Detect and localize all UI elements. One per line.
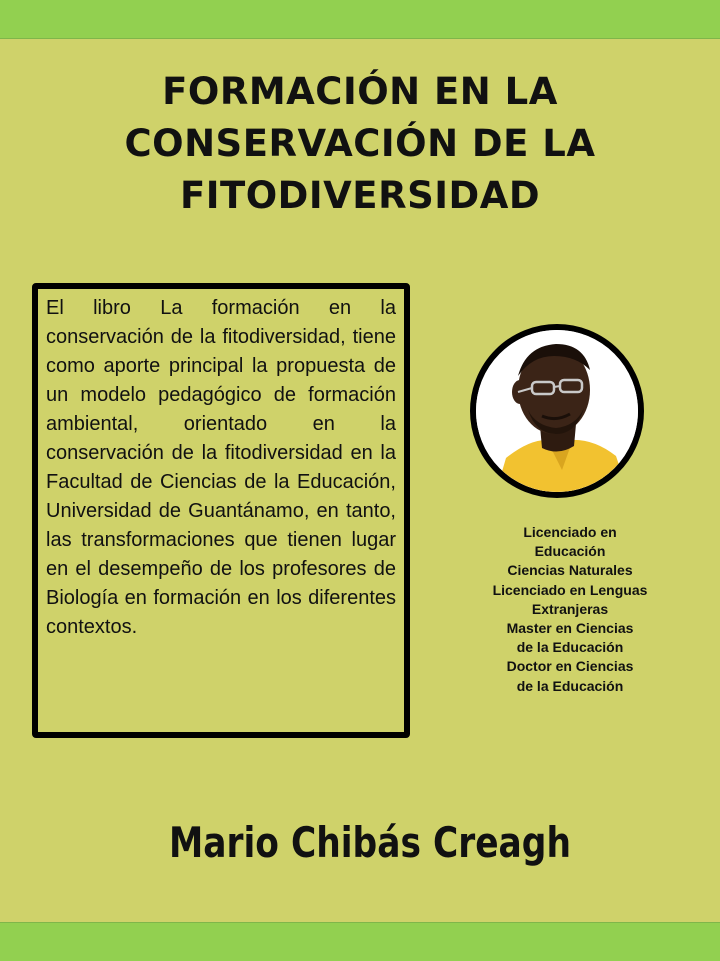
credential-line: de la Educación <box>516 639 624 656</box>
credential-line: Licenciado en <box>523 524 617 540</box>
synopsis-text: El libro La formación en la conservación de la fitodiversidad, tiene como aporte principal la propuesta de un modelo pedagógico de formación ambiental, orientado en la conservación de la fitodiversidad en la Facultad de Ciencias de la Educación, Universidad de Guantánamo, en tanto, las transformaciones que tienen lugar en el desempeño de los profesores de Biología en formación en los diferentes contextos. <box>46 297 396 638</box>
book-title-line: CONSERVACIÓN DE LA <box>124 122 596 165</box>
top-color-band <box>0 0 720 39</box>
credential-line: Extranjeras <box>531 600 609 617</box>
book-title <box>60 66 660 222</box>
author-credentials <box>470 523 670 696</box>
credential-line: Ciencias Naturales <box>507 562 633 579</box>
credential-line: de la Educación <box>516 677 624 694</box>
credential-line: Educación <box>534 543 606 560</box>
book-title-line: FITODIVERSIDAD <box>179 174 541 217</box>
credential-line: Licenciado en Lenguas <box>492 581 648 598</box>
synopsis-box <box>32 283 410 738</box>
credential-line: Doctor en Ciencias <box>506 658 634 675</box>
author-photo-image <box>476 330 638 492</box>
bottom-color-band <box>0 922 720 961</box>
credential-line: Master en Ciencias <box>506 620 634 637</box>
book-title-line: FORMACIÓN EN LA <box>162 70 558 113</box>
author-name: Mario Chibás Creagh <box>169 818 571 867</box>
author-portrait <box>470 324 644 498</box>
